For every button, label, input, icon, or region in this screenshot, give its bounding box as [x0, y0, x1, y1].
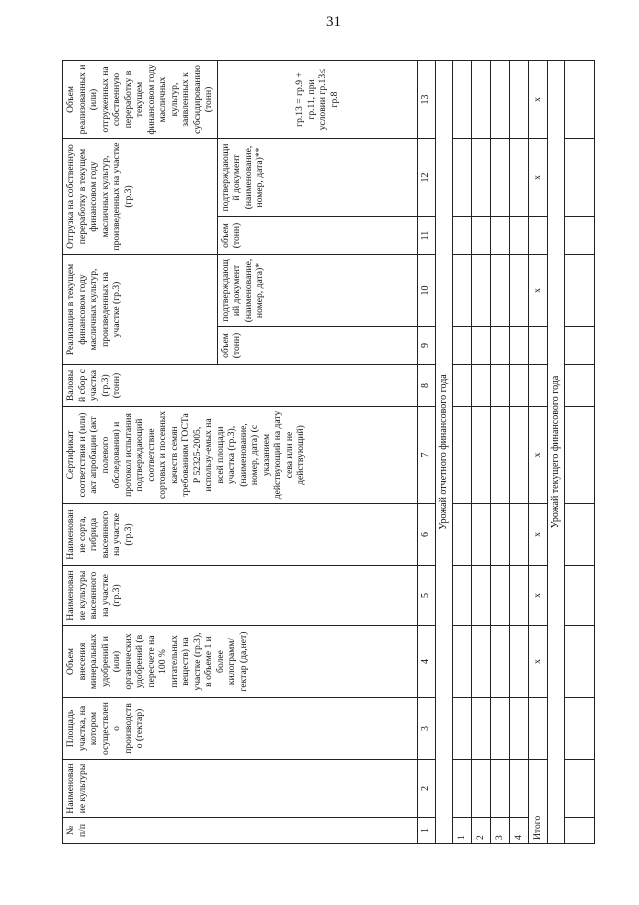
col-number: 2	[417, 760, 435, 818]
header-col-3: Площадь участка, на котором осуществлено производство (гектар)	[63, 698, 418, 760]
col-number: 4	[417, 626, 435, 698]
header-col-1: № п/п	[63, 818, 418, 844]
section-current-title: Урожай текущего финансового года	[547, 60, 564, 843]
col-number: 9	[417, 327, 435, 365]
page-number: 31	[326, 14, 341, 30]
header-col-13: Объем реализованных и (или) отгруженных на собственную переработку в текущем финансовом году масличных культур, заявленных к субсидированию (тонн)	[63, 60, 218, 138]
header-col-9: объем (тонн)	[217, 327, 417, 365]
x-mark: х	[528, 626, 547, 698]
header-col-11: объем (тонн)	[217, 217, 417, 255]
table-row	[490, 60, 509, 843]
header-group-11-12: Отгрузка на собственную переработку в текущем финансовом году масличных культур, произведенных на участке (гр.3)	[63, 138, 218, 254]
x-mark: х	[528, 566, 547, 626]
row-number: 3	[490, 818, 509, 844]
section-reporting-title: Урожай отчетного финансового года	[435, 60, 452, 843]
x-mark: х	[528, 504, 547, 566]
table-row	[452, 60, 471, 843]
header-col-13-formula: гр.13 = гр.9 + гр.11, при условии гр.13≤ гр.8	[217, 60, 417, 138]
header-col-6: Наименование сорта, гибрида высеянного на участке (гр.3)	[63, 504, 418, 566]
col-number: 11	[417, 217, 435, 255]
header-col-2: Наименование культуры	[63, 760, 418, 818]
column-numbers-row	[417, 60, 435, 843]
x-mark: х	[528, 138, 547, 216]
table-row	[509, 60, 528, 843]
total-label: Итого	[528, 760, 547, 844]
data-table	[62, 60, 595, 844]
row-number: 4	[509, 818, 528, 844]
col-number: 5	[417, 566, 435, 626]
header-col-10: подтверждающий документ (наименование, номер, дата)*	[217, 255, 417, 327]
total-row	[528, 60, 547, 843]
header-col-7: Сертификат соответствия и (или) акт апробации (акт полевого обследования) и протокол испытания подтверждающий соответствие сортовых и посевных качеств семян требованиям ГОСТа Р 52325-2005, использу-емых на всей площади участка (гр.3), (наименование, номер, дата) (с указанием действующий на дату сева или не действующий)	[63, 407, 418, 504]
x-mark: х	[528, 255, 547, 327]
col-number: 12	[417, 138, 435, 216]
header-col-5: Наименование культуры высеянного на участке (гр.3)	[63, 566, 418, 626]
col-number: 1	[417, 818, 435, 844]
section-current-row	[547, 60, 564, 843]
row-number: 2	[471, 818, 490, 844]
col-number: 3	[417, 698, 435, 760]
col-number: 6	[417, 504, 435, 566]
header-col-12: подтверждающий документ (наименование, номер, дата)**	[217, 138, 417, 216]
section-reporting-row	[435, 60, 452, 843]
x-mark: х	[528, 60, 547, 138]
x-mark: х	[528, 407, 547, 504]
header-col-8: Валовый сбор с участка (гр.3) (тонн)	[63, 365, 418, 407]
table-row-empty	[564, 60, 595, 843]
header-row-1	[63, 60, 218, 843]
row-number: 1	[452, 818, 471, 844]
col-number: 7	[417, 407, 435, 504]
col-number: 10	[417, 255, 435, 327]
header-group-9-10: Реализация в текущем финансовом году масличных культур, произведенных на участке (гр.3)	[63, 255, 218, 365]
table-row	[471, 60, 490, 843]
col-number: 8	[417, 365, 435, 407]
rotated-table-container	[62, 61, 595, 844]
col-number: 13	[417, 60, 435, 138]
header-col-4: Объем внесения минеральных удобрений и (или) органических удобрений (в пересчете на 100 % питательных веществ) на участке (гр.3), в объеме 1 и более килограмм/ гектар (да,нет)	[63, 626, 418, 698]
